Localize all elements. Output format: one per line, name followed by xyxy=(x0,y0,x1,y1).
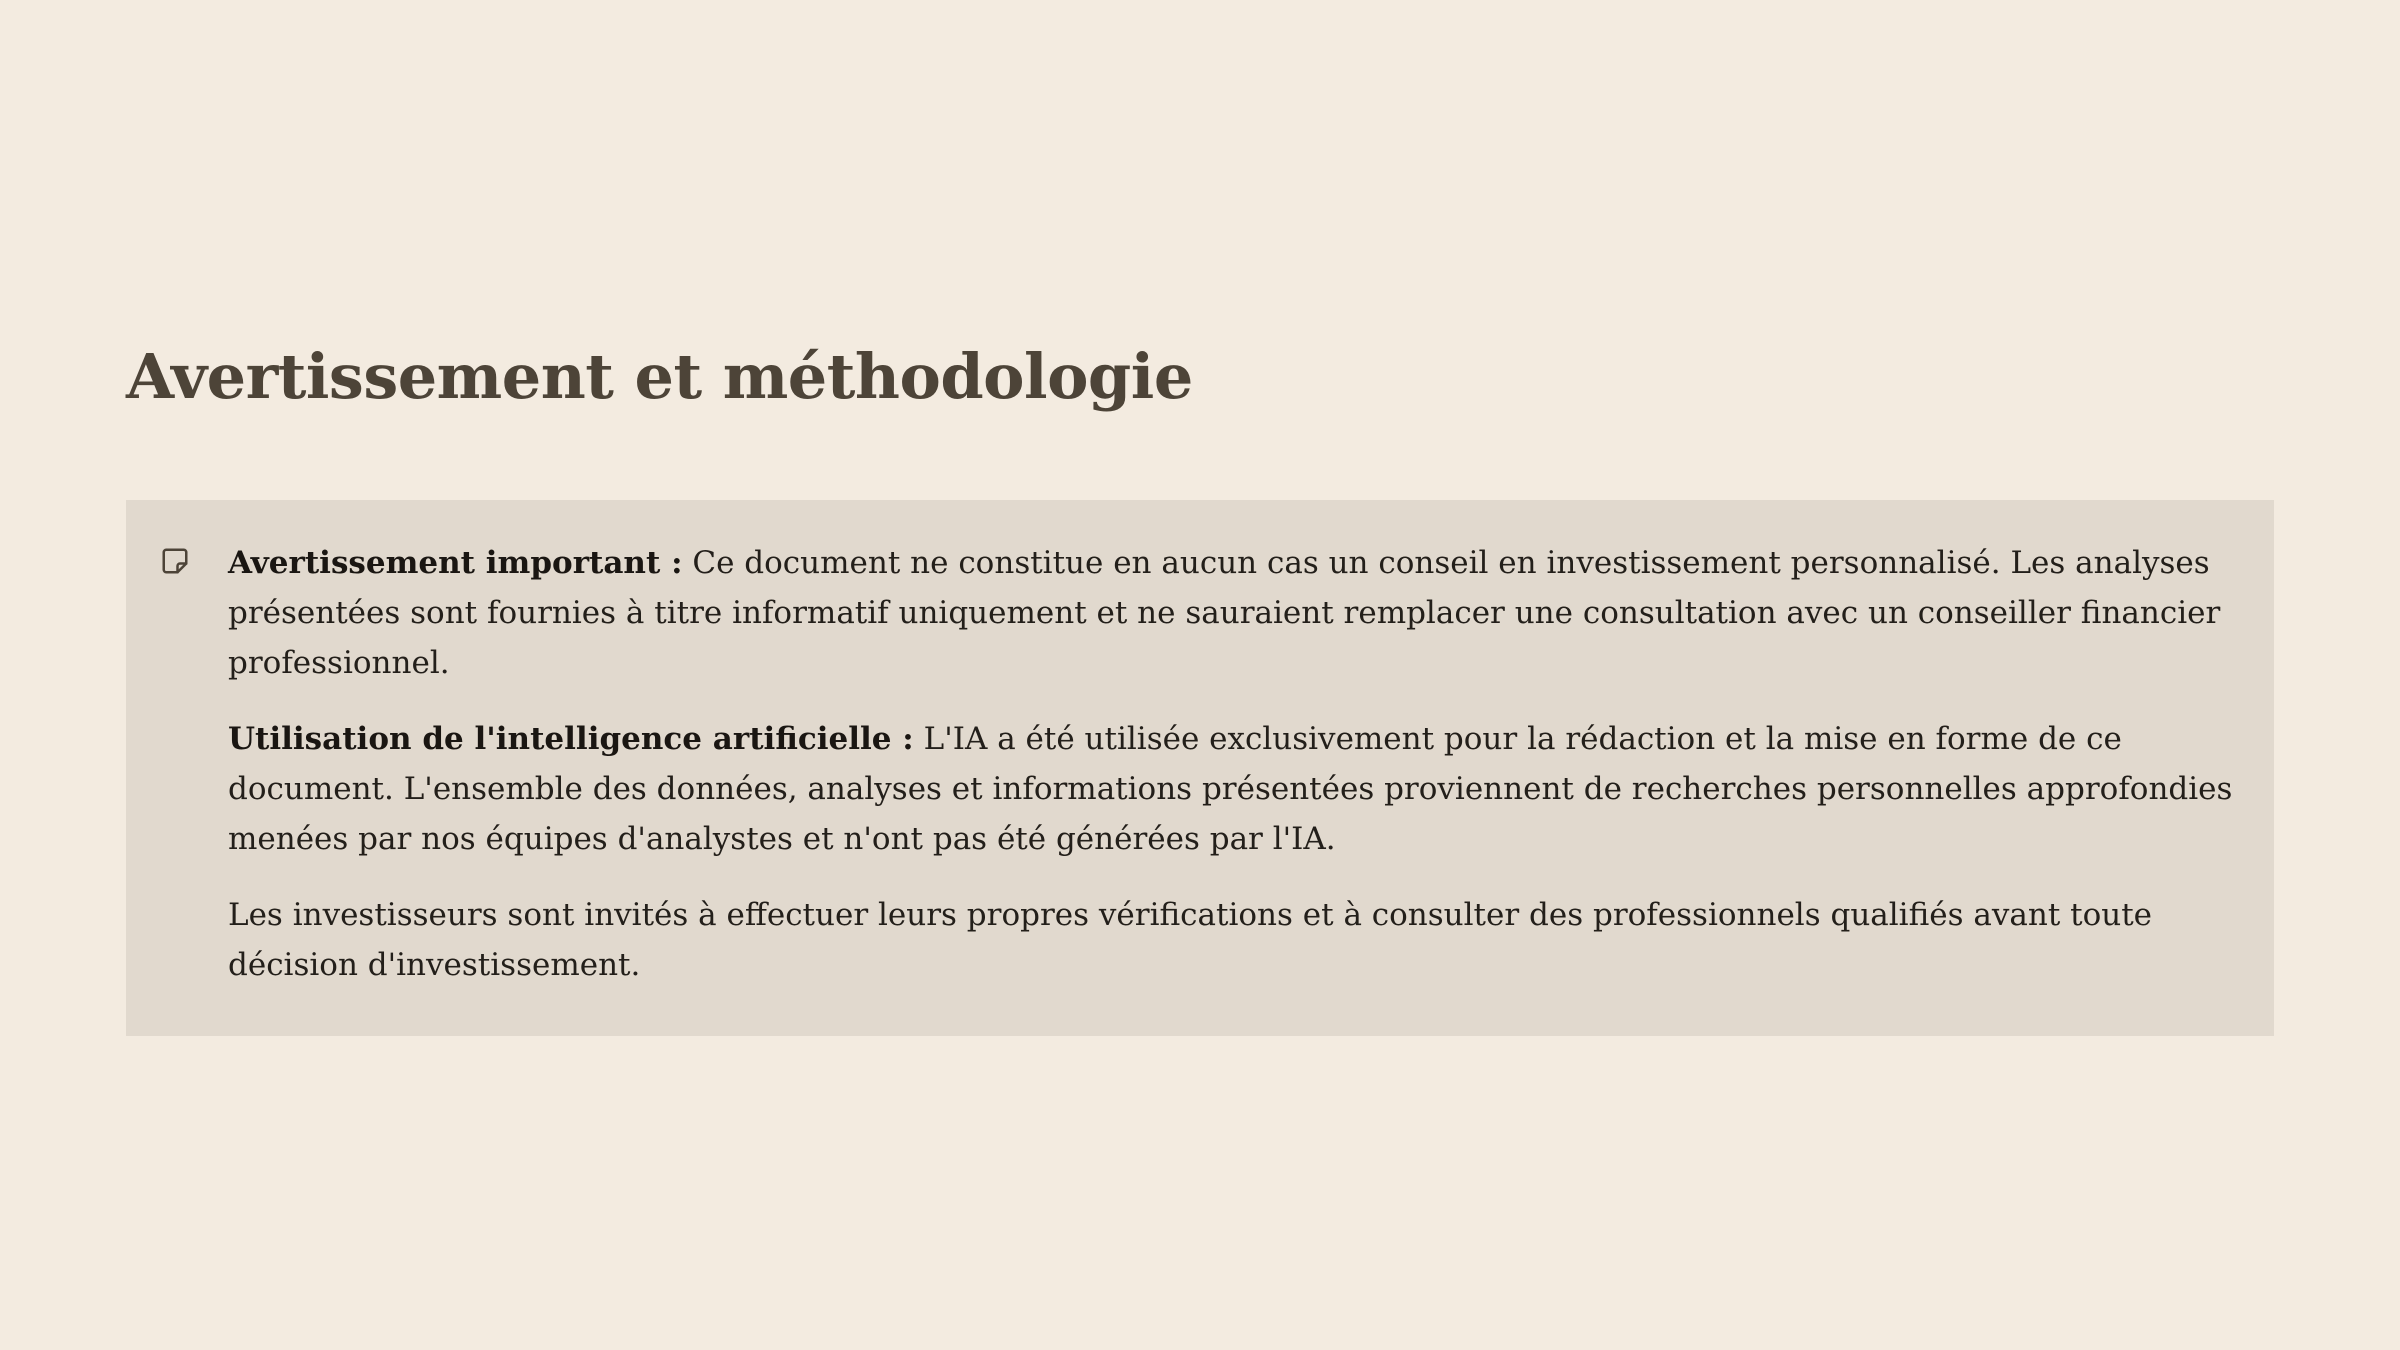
ai-usage-lead: Utilisation de l'intelligence artificielle : xyxy=(228,721,914,757)
disclaimer-text: Ce document ne constitue en aucun cas un conseil en investissement personnalisé. Les analyses présentées sont fournies à titre informatif uniquement et ne sauraient remplacer une consultation avec un conseiller financier professionnel. xyxy=(228,545,2221,681)
page-title: Avertissement et méthodologie xyxy=(126,340,1193,413)
document-page xyxy=(126,340,2274,983)
disclaimer-lead: Avertissement important : xyxy=(228,545,683,581)
sticky-note-icon xyxy=(160,546,190,576)
disclaimer-callout xyxy=(126,500,2274,1036)
disclaimer-paragraph xyxy=(228,538,2234,688)
investor-advice-text: Les investisseurs sont invités à effectuer leurs propres vérifications et à consulter des professionnels qualifiés avant toute décision d'investissement. xyxy=(228,897,2153,983)
investor-advice-paragraph xyxy=(228,890,2234,990)
ai-usage-paragraph xyxy=(228,714,2234,864)
ai-usage-text: L'IA a été utilisée exclusivement pour la rédaction et la mise en forme de ce document. L'ensemble des données, analyses et informations présentées proviennent de recherches personnelles approfondies menées par nos équipes d'analystes et n'ont pas été générées par l'IA. xyxy=(228,721,2233,857)
